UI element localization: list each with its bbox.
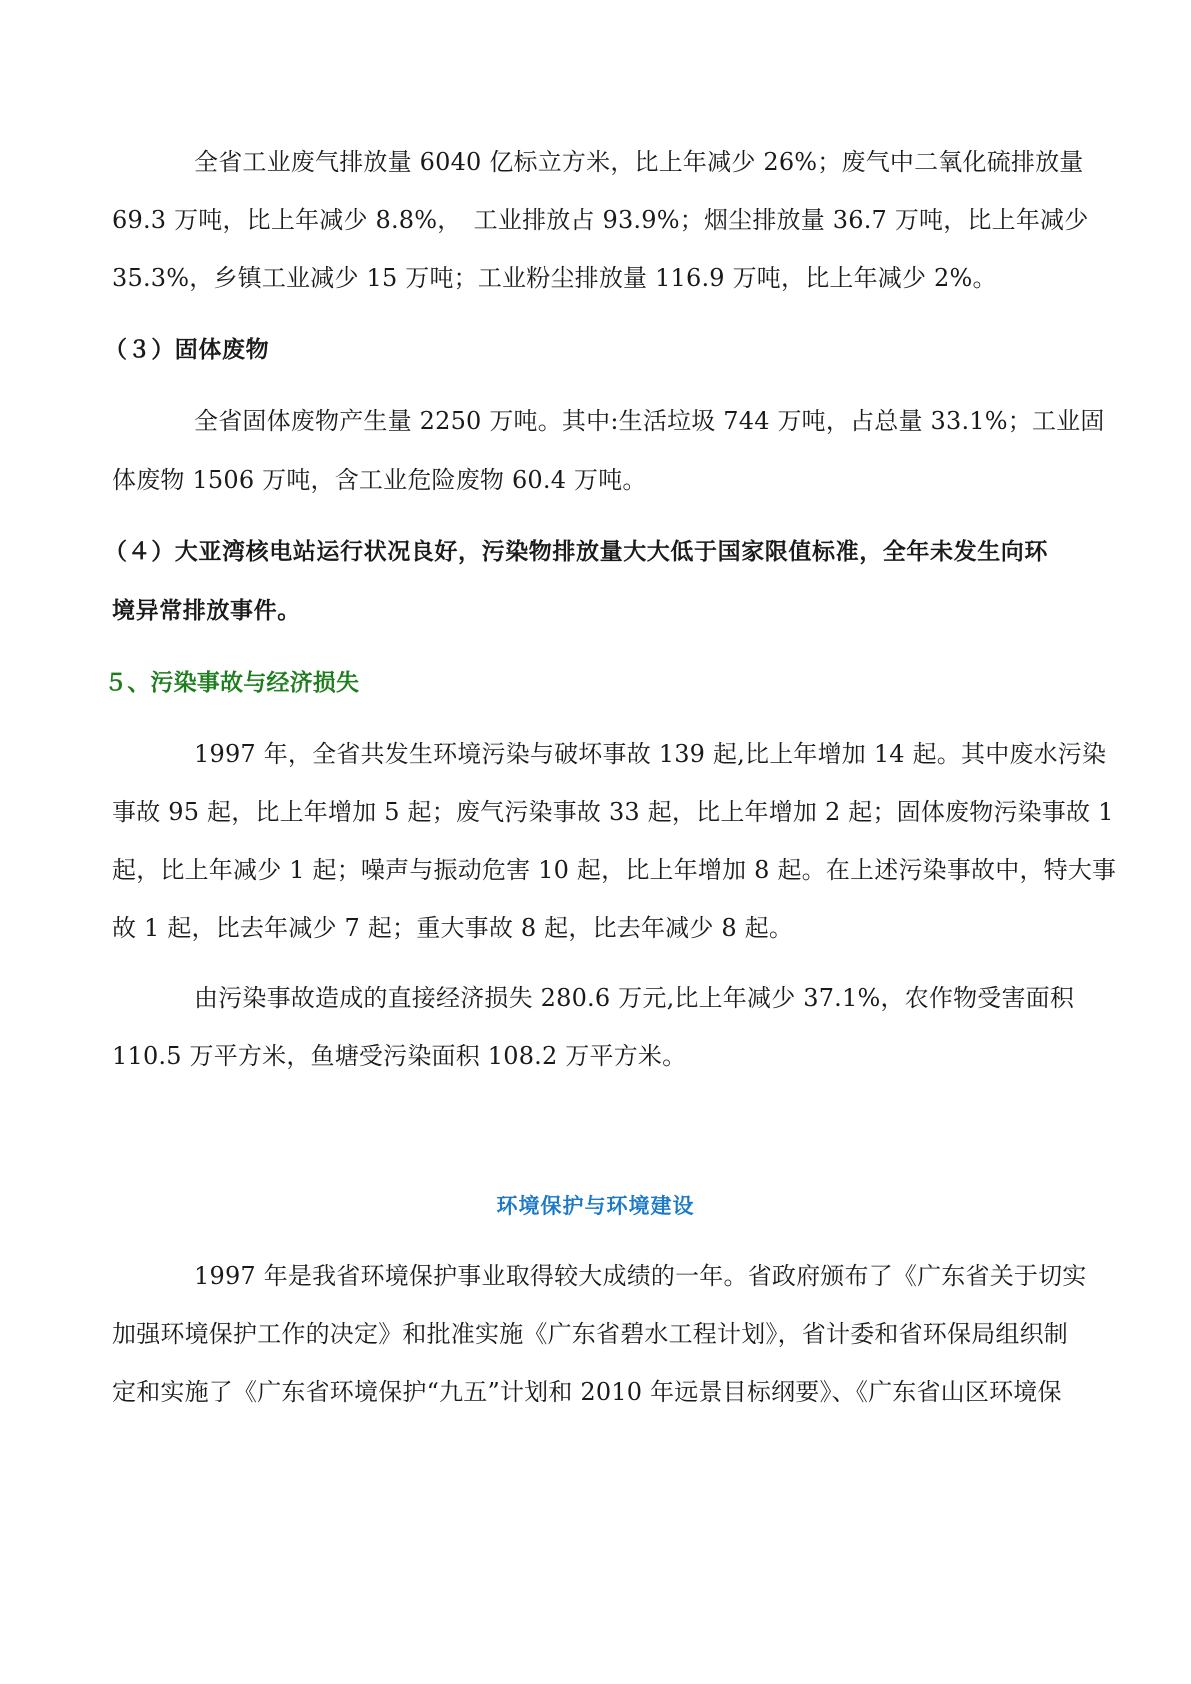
accidents-paragraph-line-1: 1997 年，全省共发生环境污染与破坏事故 139 起,比上年增加 14 起。其中废水污染: [194, 740, 1107, 768]
air-paragraph-line-1: 全省工业废气排放量 6040 亿标立方米，比上年减少 26%；废气中二氧化硫排放量: [194, 148, 1084, 176]
section-title: 环境保护与环境建设: [496, 1194, 695, 1218]
protection-paragraph-line-2: 加强环境保护工作的决定》和批准实施《广东省碧水工程计划》，省计委和省环保局组织制: [112, 1320, 1068, 1348]
heading-pollution-accidents: ５、污染事故与经济损失: [104, 670, 360, 696]
heading-solid-waste: （３）固体废物: [104, 337, 270, 363]
solid-paragraph-line-2: 体废物 1506 万吨，含工业危险废物 60.4 万吨。: [112, 466, 647, 494]
solid-paragraph-line-1: 全省固体废物产生量 2250 万吨。其中:生活垃圾 744 万吨，占总量 33.1%；工业固: [194, 407, 1105, 435]
heading-nuclear-line-2: 境异常排放事件。: [112, 598, 301, 624]
protection-paragraph-line-3: 定和实施了《广东省环境保护“九五”计划和 2010 年远景目标纲要》、《广东省山区环境保: [112, 1378, 1062, 1406]
heading-nuclear-line-1: （４）大亚湾核电站运行状况良好，污染物排放量大大低于国家限值标准，全年未发生向环: [104, 539, 1048, 565]
accidents-paragraph-line-4: 故 1 起，比去年减少 7 起；重大事故 8 起，比去年减少 8 起。: [112, 914, 794, 942]
accidents-paragraph-line-3: 起，比上年减少 1 起；噪声与振动危害 10 起，比上年增加 8 起。在上述污染事故中，特大事: [112, 856, 1117, 884]
air-paragraph-line-3: 35.3%，乡镇工业减少 15 万吨；工业粉尘排放量 116.9 万吨，比上年减少 2%。: [112, 264, 997, 292]
protection-paragraph-line-1: 1997 年是我省环境保护事业取得较大成绩的一年。省政府颁布了《广东省关于切实: [194, 1262, 1087, 1290]
accidents-paragraph-line-2: 事故 95 起，比上年增加 5 起；废气污染事故 33 起，比上年增加 2 起；固体废物污染事故 1: [112, 798, 1114, 826]
losses-paragraph-line-1: 由污染事故造成的直接经济损失 280.6 万元,比上年减少 37.1%，农作物受害面积: [194, 984, 1075, 1012]
losses-paragraph-line-2: 110.5 万平方米，鱼塘受污染面积 108.2 万平方米。: [112, 1042, 687, 1070]
air-paragraph-line-2: 69.3 万吨，比上年减少 8.8%， 工业排放占 93.9%；烟尘排放量 36.7 万吨，比上年减少: [112, 206, 1089, 234]
